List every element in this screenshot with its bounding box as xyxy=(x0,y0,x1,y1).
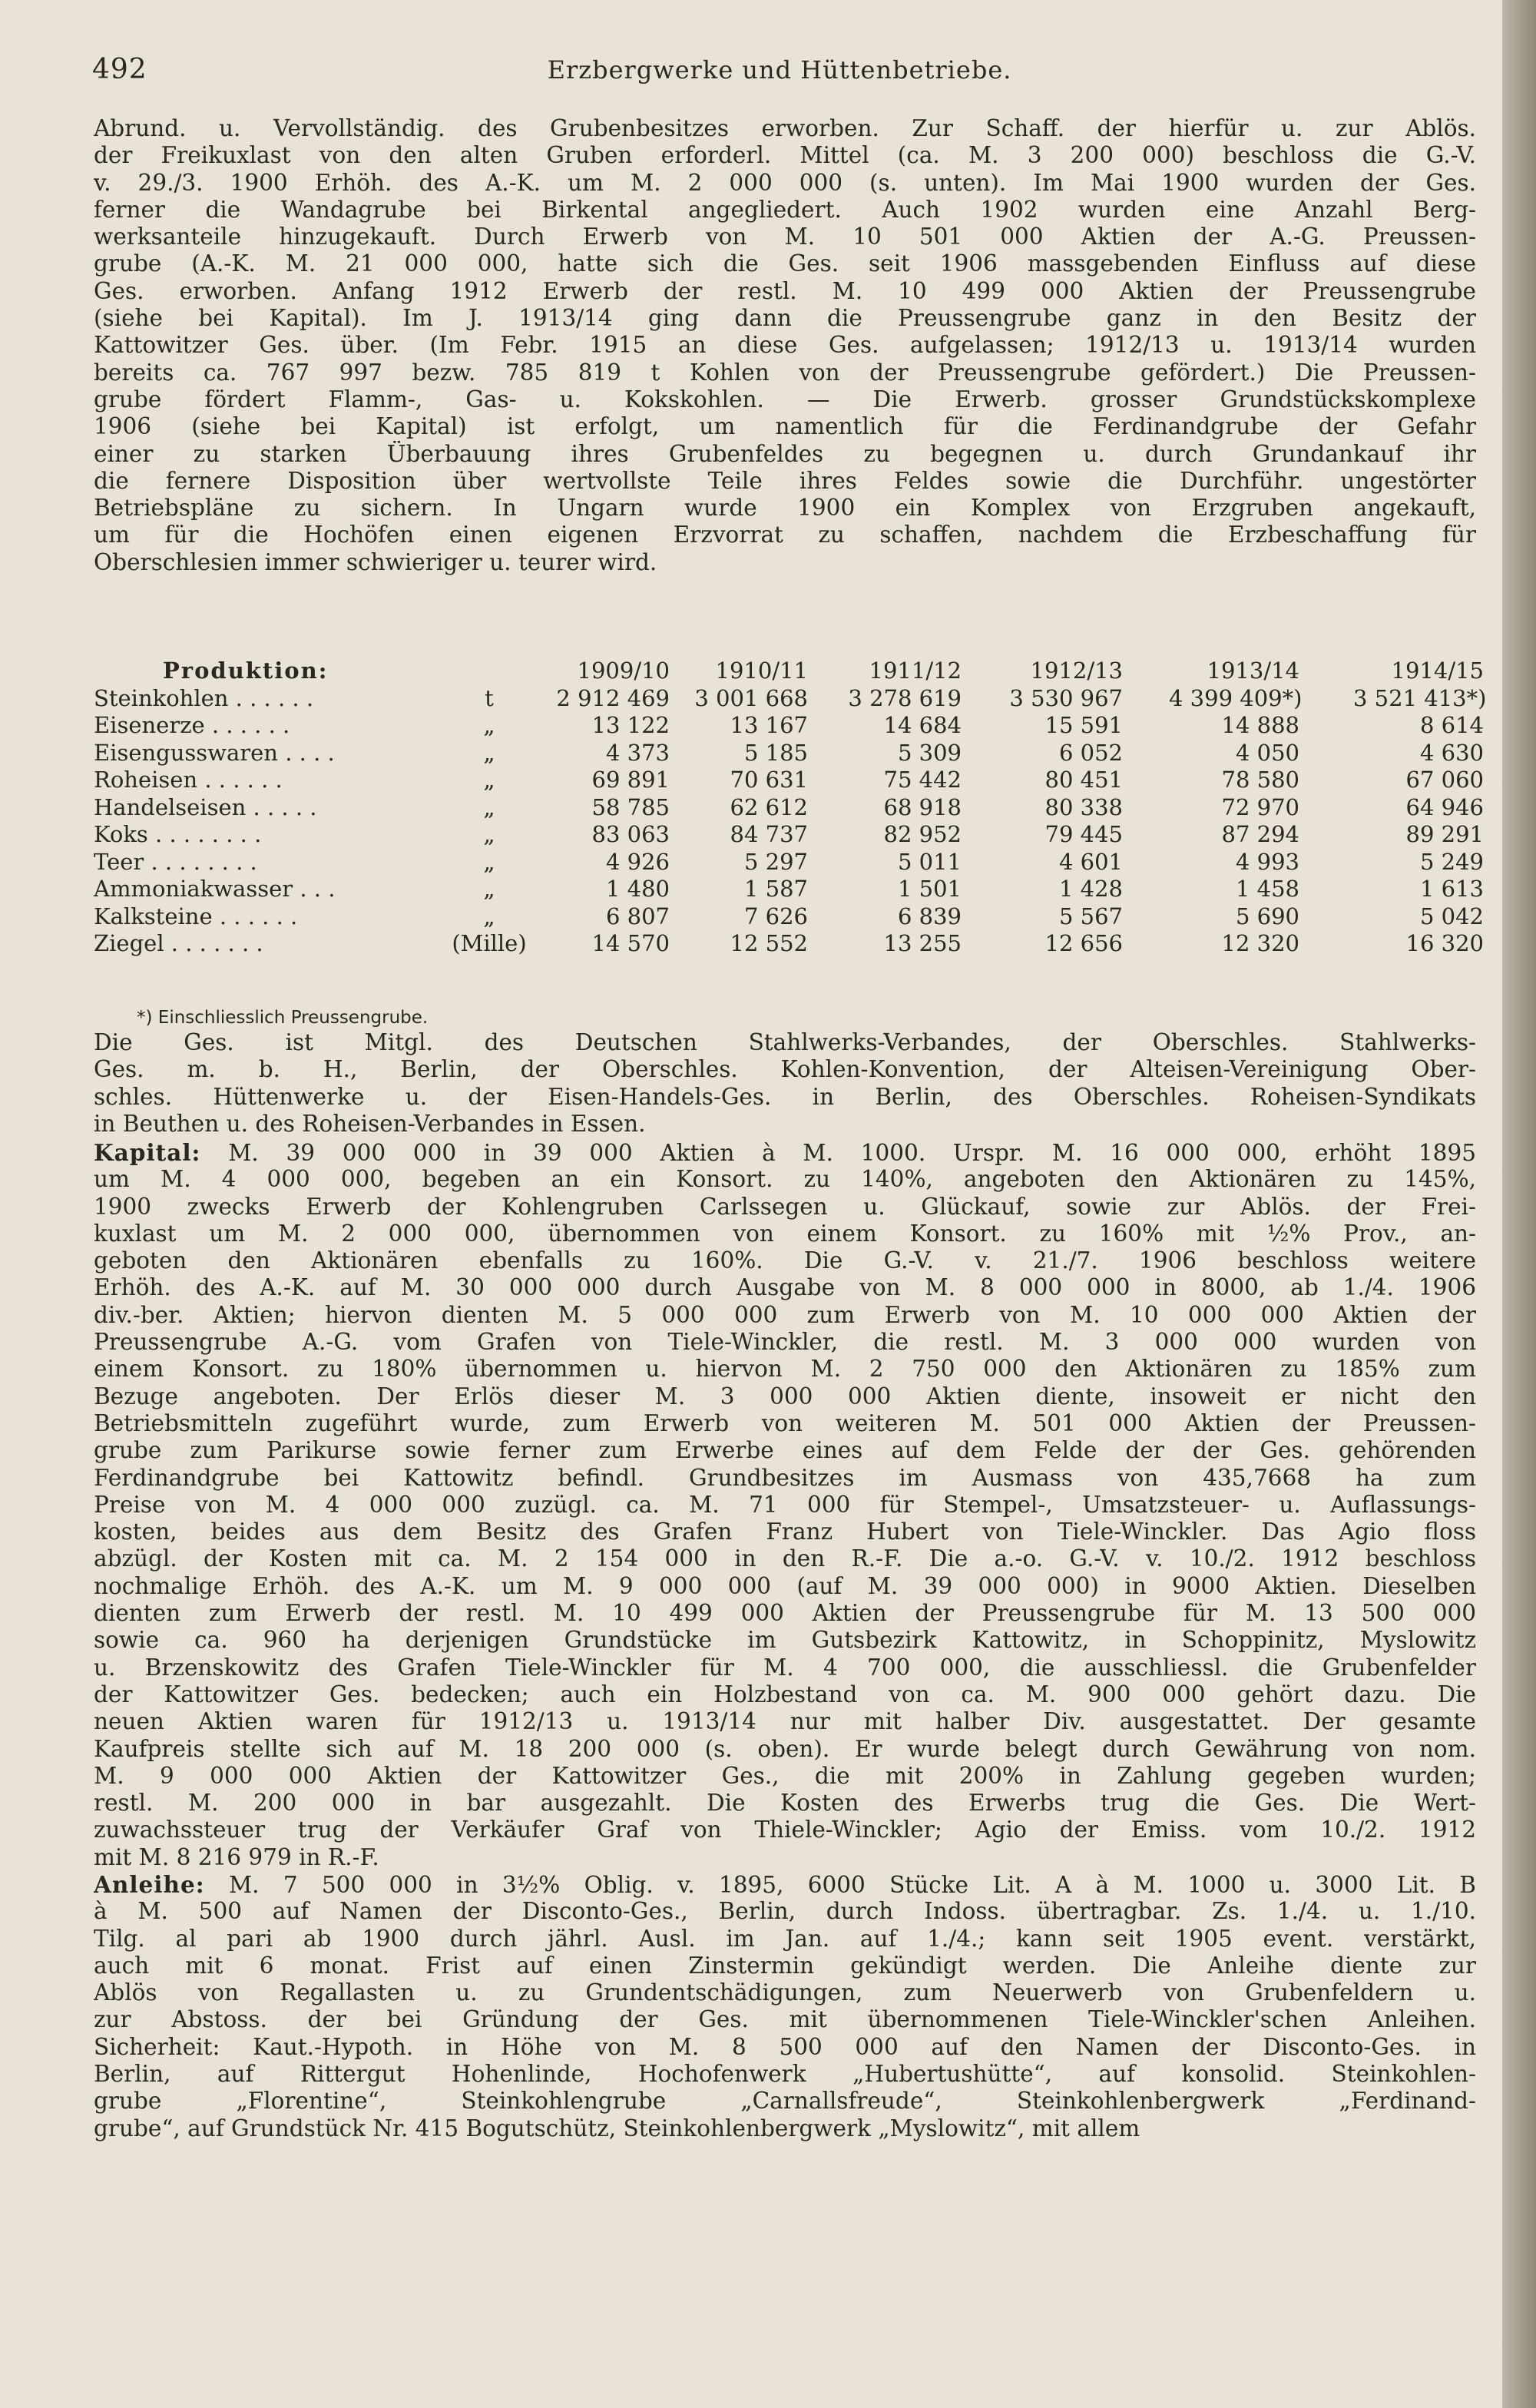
row-label: Roheisen . . . . . . xyxy=(94,767,283,793)
text-line: grube „Florentine“, Steinkohlengrube „Carnallsfreude“, Steinkohlenbergwerk „Ferdinand- xyxy=(94,2088,1476,2115)
table-cell: 82 952 xyxy=(883,821,962,847)
table-cell: 69 891 xyxy=(591,767,670,793)
row-label: Teer . . . . . . . . xyxy=(94,848,257,875)
table-cell: 16 320 xyxy=(1405,930,1484,956)
text-line: Ges. erworben. Anfang 1912 Erwerb der restl. M. 10 499 000 Aktien der Preussengrube xyxy=(94,277,1476,304)
text-line: Oberschlesien immer schwieriger u. teurer wird. xyxy=(94,548,657,575)
table-cell: 14 684 xyxy=(883,712,962,738)
text-line: Ablös von Regallasten u. zu Grundentschädigungen, zum Neuerwerb von Grubenfeldern u. xyxy=(94,1979,1476,2006)
text-line: div.-ber. Aktien; hiervon dienten M. 5 000 000 zum Erwerb von M. 10 000 000 Aktien der xyxy=(94,1301,1476,1328)
row-label: Handelseisen . . . . . xyxy=(94,793,317,820)
row-unit: „ xyxy=(483,712,495,738)
table-cell: 5 309 xyxy=(897,739,962,766)
table-cell: 4 630 xyxy=(1419,739,1484,766)
text-line: restl. M. 200 000 in bar ausgezahlt. Die Kosten des Erwerbs trug die Ges. Die Wert- xyxy=(94,1790,1476,1817)
table-cell: 89 291 xyxy=(1405,821,1484,847)
row-label: Kalksteine . . . . . . xyxy=(94,903,298,929)
text-line: Sicherheit: Kaut.-Hypoth. in Höhe von M. 8 500 000 auf den Namen der Disconto-Ges. in xyxy=(94,2033,1476,2060)
text-line: der Kattowitzer Ges. bedecken; auch ein Holzbestand von ca. M. 900 000 gehört dazu. Die xyxy=(94,1681,1476,1707)
table-header-row xyxy=(94,657,1484,685)
text-line: Betriebspläne zu sichern. In Ungarn wurde 1900 ein Komplex von Erzgruben angekauft, xyxy=(94,495,1476,522)
table-cell: 5 567 xyxy=(1058,903,1123,929)
production-table xyxy=(94,657,1487,958)
year-header: 1914/15 xyxy=(1391,657,1484,684)
text-line: der Freikuxlast von den alten Gruben erforderl. Mittel (ca. M. 3 200 000) beschloss die G.-V. xyxy=(94,142,1476,169)
table-cell: 70 631 xyxy=(730,767,808,793)
text-line: neuen Aktien waren für 1912/13 u. 1913/14 nur mit halber Div. ausgestattet. Der gesamte xyxy=(94,1708,1476,1735)
table-cell: 15 591 xyxy=(1044,712,1123,738)
page-edge-shadow xyxy=(1502,0,1536,2408)
table-cell: 3 521 413*) xyxy=(1353,684,1487,711)
table-cell: 4 601 xyxy=(1058,848,1123,875)
text-line: mit M. 8 216 979 in R.-F. xyxy=(94,1843,379,1870)
membership-paragraph xyxy=(94,1029,1476,1138)
text-line: grube fördert Flamm-, Gas- u. Kokskohlen. — Die Erwerb. grosser Grundstückskomplexe xyxy=(94,386,1476,412)
text-line: geboten den Aktionären ebenfalls zu 160%. Die G.-V. v. 21./7. 1906 beschloss weitere xyxy=(94,1247,1476,1274)
table-cell: 5 690 xyxy=(1235,903,1299,929)
row-label: Eisenerze . . . . . . xyxy=(94,712,290,738)
production-heading: Produktion: xyxy=(163,657,329,684)
table-cell: 87 294 xyxy=(1221,821,1299,847)
text-line: um für die Hochöfen einen eigenen Erzvorrat zu schaffen, nachdem die Erzbeschaffung für xyxy=(94,522,1476,548)
table-cell: 5 185 xyxy=(743,739,808,766)
text-line: Betriebsmitteln zugeführt wurde, zum Erwerb von weiteren M. 501 000 Aktien der Preussen- xyxy=(94,1409,1476,1436)
kapital-heading: Kapital: xyxy=(94,1139,201,1166)
text-line: zur Abstoss. der bei Gründung der Ges. mit übernommenen Tiele-Winckler'schen Anleihen. xyxy=(94,2006,1476,2033)
table-cell: 4 373 xyxy=(605,739,670,766)
text-line: Kaufpreis stellte sich auf M. 18 200 000 (s. oben). Er wurde belegt durch Gewährung von nom. xyxy=(94,1735,1476,1762)
text-line: die fernere Disposition über wertvollste Teile ihres Feldes sowie die Durchführ. ungestörter xyxy=(94,467,1476,494)
text-line: zuwachssteuer trug der Verkäufer Graf von Thiele-Winckler; Agio der Emiss. vom 10./2. 1912 xyxy=(94,1817,1476,1843)
table-row xyxy=(94,930,1484,958)
table-cell: 5 297 xyxy=(743,848,808,875)
table-cell: 3 278 619 xyxy=(848,684,962,711)
running-head: Erzbergwerke und Hüttenbetriebe. xyxy=(547,55,1012,84)
table-cell: 1 458 xyxy=(1235,876,1299,902)
table-cell: 13 255 xyxy=(883,930,962,956)
table-cell: 4 993 xyxy=(1235,848,1299,875)
table-cell: 4 399 409*) xyxy=(1169,684,1303,711)
table-row xyxy=(94,903,1484,931)
row-unit: „ xyxy=(483,739,495,766)
table-cell: 5 011 xyxy=(897,848,962,875)
table-cell: 3 001 668 xyxy=(694,684,808,711)
row-label: Ammoniakwasser . . . xyxy=(94,876,336,902)
row-label: Eisengusswaren . . . . xyxy=(94,739,335,766)
text-line: dienten zum Erwerb der restl. M. 10 499 000 Aktien der Preussengrube für M. 13 500 000 xyxy=(94,1600,1476,1627)
table-cell: 68 918 xyxy=(883,793,962,820)
text-line: Kattowitzer Ges. über. (Im Febr. 1915 an diese Ges. aufgelassen; 1912/13 u. 1913/14 wurden xyxy=(94,332,1476,359)
table-cell: 8 614 xyxy=(1419,712,1484,738)
text-line: sowie ca. 960 ha derjenigen Grundstücke im Gutsbezirk Kattowitz, in Schoppinitz, Myslowitz xyxy=(94,1627,1476,1654)
text-line: Tilg. al pari ab 1900 durch jährl. Ausl. im Jan. auf 1./4.; kann seit 1905 event. verstärkt, xyxy=(94,1925,1476,1952)
table-cell: 14 888 xyxy=(1221,712,1299,738)
text-line: grube (A.-K. M. 21 000 000, hatte sich die Ges. seit 1906 massgebenden Einfluss auf diese xyxy=(94,250,1476,277)
page-header xyxy=(92,54,1467,84)
table-cell: 80 338 xyxy=(1044,793,1123,820)
row-unit: „ xyxy=(483,821,495,847)
text-line: nochmalige Erhöh. des A.-K. um M. 9 000 000 (auf M. 39 000 000) in 9000 Aktien. Dieselben xyxy=(94,1572,1476,1599)
text-line: Preussengrube A.-G. vom Grafen von Tiele-Winckler, die restl. M. 3 000 000 wurden von xyxy=(94,1329,1476,1356)
table-row xyxy=(94,848,1484,876)
text-line: 1900 zwecks Erwerb der Kohlengruben Carlssegen u. Glückauf, sowie zur Ablös. der Frei- xyxy=(94,1193,1476,1220)
table-row xyxy=(94,821,1484,849)
intro-paragraph xyxy=(94,115,1476,576)
row-unit: „ xyxy=(483,903,495,929)
table-cell: 6 839 xyxy=(897,903,962,929)
table-cell: 1 501 xyxy=(897,876,962,902)
text-line: à M. 500 auf Namen der Disconto-Ges., Berlin, durch Indoss. übertragbar. Zs. 1./4. u. 1./10. xyxy=(94,1898,1476,1925)
text-line xyxy=(94,1139,1476,1166)
row-unit: „ xyxy=(483,876,495,902)
table-row xyxy=(94,712,1484,740)
table-cell: 78 580 xyxy=(1221,767,1299,793)
row-unit: „ xyxy=(483,848,495,875)
table-cell: 4 926 xyxy=(605,848,670,875)
table-cell: 12 320 xyxy=(1221,930,1299,956)
table-cell: 58 785 xyxy=(591,793,670,820)
row-unit: t xyxy=(485,684,494,711)
text-line: kosten, beides aus dem Besitz des Grafen Franz Hubert von Tiele-Winckler. Das Agio floss xyxy=(94,1519,1476,1545)
row-unit: „ xyxy=(483,767,495,793)
table-cell: 79 445 xyxy=(1044,821,1123,847)
text-line: M. 9 000 000 Aktien der Kattowitzer Ges., die mit 200% in Zahlung gegeben wurden; xyxy=(94,1762,1476,1789)
table-cell: 13 122 xyxy=(591,712,670,738)
text-line: schles. Hüttenwerke u. der Eisen-Handels-Ges. in Berlin, des Oberschles. Roheisen-Syndikats xyxy=(94,1083,1476,1110)
table-cell: 5 249 xyxy=(1419,848,1484,875)
year-header: 1909/10 xyxy=(577,657,670,684)
table-cell: 13 167 xyxy=(730,712,808,738)
text-line: einer zu starken Überbauung ihres Grubenfeldes zu begegnen u. durch Grundankauf ihr xyxy=(94,440,1476,467)
text-line: auch mit 6 monat. Frist auf einen Zinstermin gekündigt werden. Die Anleihe diente zur xyxy=(94,1952,1476,1979)
table-cell: 80 451 xyxy=(1044,767,1123,793)
text-line: Ferdinandgrube bei Kattowitz befindl. Grundbesitzes im Ausmass von 435,7668 ha zum xyxy=(94,1464,1476,1491)
table-footnote: *) Einschliesslich Preussengrube. xyxy=(137,1008,429,1028)
row-label: Steinkohlen . . . . . . xyxy=(94,684,314,711)
text-line: Ges. m. b. H., Berlin, der Oberschles. Kohlen-Konvention, der Alteisen-Vereinigung Ober- xyxy=(94,1056,1476,1083)
page-number: 492 xyxy=(92,54,147,85)
table-cell: 5 042 xyxy=(1419,903,1484,929)
text-line: Die Ges. ist Mitgl. des Deutschen Stahlwerks-Verbandes, der Oberschles. Stahlwerks- xyxy=(94,1029,1476,1055)
anleihe-heading: Anleihe: xyxy=(94,1871,205,1898)
kapital-first-line: M. 39 000 000 in 39 000 Aktien à M. 1000. Urspr. M. 16 000 000, erhöht 1895 xyxy=(228,1140,1476,1166)
anleihe-lines xyxy=(94,1898,1476,2142)
table-cell: 2 912 469 xyxy=(556,684,670,711)
text-line: in Beuthen u. des Roheisen-Verbandes in Essen. xyxy=(94,1110,646,1137)
text-line: kuxlast um M. 2 000 000, übernommen von einem Konsort. zu 160% mit ½% Prov., an- xyxy=(94,1220,1476,1247)
text-line: Erhöh. des A.-K. auf M. 30 000 000 durch Ausgabe von M. 8 000 000 in 8000, ab 1./4. 1906 xyxy=(94,1274,1476,1301)
table-cell: 14 570 xyxy=(591,930,670,956)
table-cell: 75 442 xyxy=(883,767,962,793)
kapital-paragraph xyxy=(94,1139,1476,1871)
text-line: Abrund. u. Vervollständig. des Grubenbesitzes erworben. Zur Schaff. der hierfür u. zur Ablös. xyxy=(94,115,1476,141)
table-cell: 7 626 xyxy=(743,903,808,929)
table-cell: 1 428 xyxy=(1058,876,1123,902)
table-row xyxy=(94,876,1484,903)
text-line: werksanteile hinzugekauft. Durch Erwerb von M. 10 501 000 Aktien der A.-G. Preussen- xyxy=(94,224,1476,250)
text-line: (siehe bei Kapital). Im J. 1913/14 ging dann die Preussengrube ganz in den Besitz der xyxy=(94,305,1476,332)
anleihe-first-line: M. 7 500 000 in 3½% Oblig. v. 1895, 6000 Stücke Lit. A à M. 1000 u. 3000 Lit. B xyxy=(228,1872,1476,1898)
table-cell: 64 946 xyxy=(1405,793,1484,820)
text-line: Preise von M. 4 000 000 zuzügl. ca. M. 71 000 für Stempel-, Umsatzsteuer- u. Auflassungs- xyxy=(94,1491,1476,1518)
table-cell: 1 480 xyxy=(605,876,670,902)
text-line: v. 29./3. 1900 Erhöh. des A.-K. um M. 2 000 000 (s. unten). Im Mai 1900 wurden der Ges. xyxy=(94,169,1476,196)
year-header: 1911/12 xyxy=(869,657,962,684)
text-line: einem Konsort. zu 180% übernommen u. hiervon M. 2 750 000 den Aktionären zu 185% zum xyxy=(94,1356,1476,1383)
table-row xyxy=(94,767,1484,794)
table-cell: 72 970 xyxy=(1221,793,1299,820)
table-cell: 84 737 xyxy=(730,821,808,847)
text-line: um M. 4 000 000, begeben an ein Konsort. zu 140%, angeboten den Aktionären zu 145%, xyxy=(94,1166,1476,1193)
text-line xyxy=(94,1871,1476,1898)
table-cell: 6 807 xyxy=(605,903,670,929)
text-line: ferner die Wandagrube bei Birkental angegliedert. Auch 1902 wurden eine Anzahl Berg- xyxy=(94,196,1476,223)
table-cell: 83 063 xyxy=(591,821,670,847)
row-label: Ziegel . . . . . . . xyxy=(94,930,263,956)
row-label: Koks . . . . . . . . xyxy=(94,821,262,847)
table-cell: 12 656 xyxy=(1044,930,1123,956)
text-line: abzügl. der Kosten mit ca. M. 2 154 000 in den R.-F. Die a.-o. G.-V. v. 10./2. 1912 beschloss xyxy=(94,1545,1476,1572)
table-cell: 62 612 xyxy=(730,793,808,820)
anleihe-paragraph xyxy=(94,1871,1476,2142)
table-cell: 12 552 xyxy=(730,930,808,956)
text-line: bereits ca. 767 997 bezw. 785 819 t Kohlen von der Preussengrube gefördert.) Die Preussen- xyxy=(94,359,1476,386)
table-cell: 6 052 xyxy=(1058,739,1123,766)
year-header: 1912/13 xyxy=(1030,657,1123,684)
kapital-lines xyxy=(94,1166,1476,1871)
table-cell: 67 060 xyxy=(1405,767,1484,793)
text-line: grube“, auf Grundstück Nr. 415 Bogutschütz, Steinkohlenbergwerk „Myslowitz“, mit allem xyxy=(94,2115,1140,2141)
table-cell: 4 050 xyxy=(1235,739,1299,766)
year-header: 1910/11 xyxy=(715,657,808,684)
table-row xyxy=(94,739,1484,767)
table-cell: 3 530 967 xyxy=(1009,684,1123,711)
text-line: grube zum Parikurse sowie ferner zum Erwerbe eines auf dem Felde der der Ges. gehörenden xyxy=(94,1437,1476,1464)
table-row xyxy=(94,684,1487,713)
production-rows xyxy=(94,684,1487,958)
table-cell: 1 613 xyxy=(1419,876,1484,902)
row-unit: „ xyxy=(483,793,495,820)
year-header: 1913/14 xyxy=(1207,657,1299,684)
table-row xyxy=(94,793,1484,822)
text-line: Berlin, auf Rittergut Hohenlinde, Hochofenwerk „Hubertushütte“, auf konsolid. Steinkohlen- xyxy=(94,2061,1476,2088)
text-line: u. Brzenskowitz des Grafen Tiele-Winckler für M. 4 700 000, die ausschliessl. die Grubenfelder xyxy=(94,1654,1476,1681)
table-cell: 1 587 xyxy=(743,876,808,902)
text-line: 1906 (siehe bei Kapital) ist erfolgt, um namentlich für die Ferdinandgrube der Gefahr xyxy=(94,413,1476,440)
row-unit: (Mille) xyxy=(452,930,527,956)
text-line: Bezuge angeboten. Der Erlös dieser M. 3 000 000 Aktien diente, insoweit er nicht den xyxy=(94,1383,1476,1409)
